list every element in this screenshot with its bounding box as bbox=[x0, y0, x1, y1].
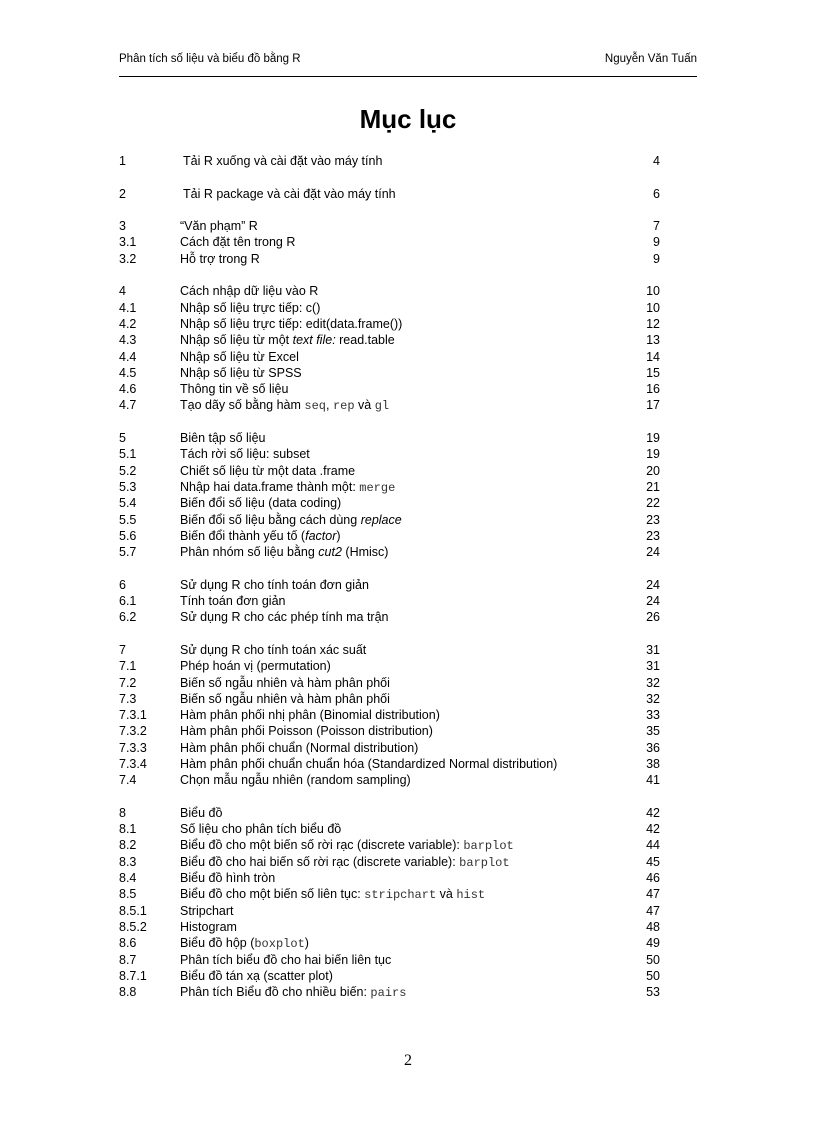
toc-entry-number: 1 bbox=[119, 154, 126, 168]
toc-entry-number: 7.4 bbox=[119, 773, 137, 788]
section-spacer bbox=[119, 414, 660, 430]
title-fragment: Biến đổi số liệu bằng cách dùng bbox=[180, 512, 361, 527]
header-author: Nguyễn Văn Tuấn bbox=[604, 53, 697, 65]
toc-entry-title: Biểu đồ tán xạ (scatter plot) bbox=[180, 968, 333, 983]
toc-entry-page: 15 bbox=[646, 365, 660, 380]
section-spacer bbox=[119, 626, 660, 642]
toc-entry-page: 38 bbox=[646, 756, 660, 771]
title-fragment: ) bbox=[336, 528, 341, 543]
toc-entry-title bbox=[180, 479, 395, 496]
toc-entry-page: 16 bbox=[646, 382, 660, 397]
toc-entry-page: 42 bbox=[646, 822, 660, 837]
toc-entry[interactable] bbox=[119, 479, 660, 495]
toc-entry-number: 4.4 bbox=[119, 349, 137, 364]
toc-entry-title: Stripchart bbox=[180, 903, 234, 918]
header-rule bbox=[119, 76, 697, 77]
toc-entry-title: Tách rời số liệu: subset bbox=[180, 447, 310, 462]
toc-entry[interactable] bbox=[119, 495, 660, 511]
italic-term: cut2 bbox=[318, 545, 342, 560]
toc-entry-page: 4 bbox=[653, 154, 660, 168]
toc-entry-page: 32 bbox=[646, 675, 660, 690]
toc-entry-title bbox=[180, 528, 341, 544]
toc-entry-page: 13 bbox=[646, 333, 660, 348]
title-fragment: (Hmisc) bbox=[341, 545, 389, 560]
toc-entry-page: 20 bbox=[646, 463, 660, 478]
toc-entry[interactable] bbox=[119, 186, 660, 202]
toc-entry-page: 22 bbox=[646, 496, 660, 511]
toc-entry-page: 41 bbox=[646, 773, 660, 788]
section-spacer bbox=[119, 560, 660, 576]
toc-entry-page: 36 bbox=[646, 740, 660, 755]
toc-entry-title: Biểu đồ bbox=[180, 805, 223, 820]
toc-entry-title bbox=[180, 544, 388, 560]
toc-entry[interactable] bbox=[119, 577, 660, 593]
toc-entry[interactable] bbox=[119, 365, 660, 381]
toc-entry[interactable] bbox=[119, 723, 660, 739]
toc-entry-number: 5.3 bbox=[119, 479, 137, 494]
code-term: hist bbox=[456, 888, 486, 903]
toc-entry[interactable] bbox=[119, 642, 660, 658]
toc-entry[interactable] bbox=[119, 870, 660, 886]
toc-entry-title: Biến đổi số liệu (data coding) bbox=[180, 496, 342, 511]
toc-entry-page: 19 bbox=[646, 431, 660, 446]
toc-entry-title bbox=[180, 984, 406, 1001]
title-fragment: ) bbox=[304, 936, 309, 951]
toc-entry-title: Cách đặt tên trong R bbox=[180, 235, 296, 250]
toc-entry-number: 7.1 bbox=[119, 659, 137, 674]
toc-entry[interactable] bbox=[119, 528, 660, 544]
toc-entry-title: Biến số ngẫu nhiên và hàm phân phối bbox=[180, 691, 390, 706]
toc-entry[interactable] bbox=[119, 903, 660, 919]
title-fragment: Biểu đồ cho một biến số rời rạc (discrete variable): bbox=[180, 838, 464, 853]
toc-entry-page: 6 bbox=[653, 186, 660, 201]
code-term: rep bbox=[332, 399, 355, 414]
toc-entry-number: 5.7 bbox=[119, 545, 137, 560]
toc-entry[interactable] bbox=[119, 854, 660, 870]
toc-entry-title bbox=[180, 512, 402, 528]
header-book-title: Phân tích số liệu và biểu đồ bằng R bbox=[119, 53, 301, 65]
toc-entry[interactable] bbox=[119, 544, 660, 560]
toc-entry-number: 4.7 bbox=[119, 398, 137, 413]
code-term: barplot bbox=[459, 855, 510, 870]
toc-entry-number: 8.1 bbox=[119, 822, 137, 837]
toc-entry-title: Nhập số liệu trực tiếp: edit(data.frame()) bbox=[180, 316, 403, 331]
toc-entry-title: Chiết số liệu từ một data .frame bbox=[180, 463, 356, 478]
toc-entry-title: Hỗ trợ trong R bbox=[180, 251, 260, 266]
toc-entry-page: 17 bbox=[646, 398, 660, 413]
toc-entry-number: 8.2 bbox=[119, 838, 137, 853]
toc-entry[interactable] bbox=[119, 512, 660, 528]
toc-entry-number: 6 bbox=[119, 577, 126, 592]
toc-entry-title bbox=[180, 935, 309, 952]
toc-entry-number: 5.6 bbox=[119, 528, 137, 543]
toc-entry-number: 7.3.2 bbox=[119, 724, 147, 739]
title-fragment: Biểu đồ cho một biến số liên tục: bbox=[180, 887, 365, 902]
toc-entry-page: 50 bbox=[646, 968, 660, 983]
toc-entry[interactable] bbox=[119, 837, 660, 853]
toc-entry[interactable] bbox=[119, 886, 660, 902]
toc-entry-title: Phân tích biểu đồ cho hai biến liên tục bbox=[180, 952, 392, 967]
toc-entry-title: Nhập số liệu từ Excel bbox=[180, 349, 299, 364]
toc-entry-title: Tính toán đơn giản bbox=[180, 594, 286, 609]
toc-entry-title: Sử dụng R cho các phép tính ma trận bbox=[180, 610, 389, 625]
title-fragment: Biến đổi thành yếu tố ( bbox=[180, 528, 306, 543]
toc-entry-page: 53 bbox=[646, 985, 660, 1000]
toc-entry[interactable] bbox=[119, 593, 660, 609]
toc-entry[interactable] bbox=[119, 952, 660, 968]
toc-entry-number: 8.7.1 bbox=[119, 968, 147, 983]
toc-entry-number: 7.3.3 bbox=[119, 740, 147, 755]
toc-entry-page: 14 bbox=[646, 349, 660, 364]
section-spacer bbox=[119, 202, 660, 218]
toc-entry-number: 4 bbox=[119, 284, 126, 299]
toc-entry-number: 8.3 bbox=[119, 854, 137, 869]
toc-entry-title: Tải R package và cài đặt vào máy tính bbox=[183, 186, 396, 201]
section-spacer bbox=[119, 789, 660, 805]
toc-entry-title: Sử dụng R cho tính toán đơn giản bbox=[180, 577, 369, 592]
toc-entry-number: 8.8 bbox=[119, 985, 137, 1000]
toc-entry[interactable] bbox=[119, 463, 660, 479]
toc-entry[interactable] bbox=[119, 153, 660, 169]
toc-entry-number: 3 bbox=[119, 219, 126, 234]
section-spacer bbox=[119, 169, 660, 185]
toc-entry-number: 7.3.4 bbox=[119, 756, 147, 771]
toc-entry-number: 8.5 bbox=[119, 887, 137, 902]
toc-entry[interactable] bbox=[119, 316, 660, 332]
toc-entry[interactable] bbox=[119, 609, 660, 625]
toc-entry[interactable] bbox=[119, 397, 660, 413]
code-term: seq bbox=[304, 399, 326, 414]
toc-entry-number: 4.2 bbox=[119, 316, 137, 331]
toc-entry-title: Hàm phân phối chuẩn chuẩn hóa (Standardized Normal distribution) bbox=[180, 756, 558, 771]
toc-entry-page: 48 bbox=[646, 919, 660, 934]
title-fragment: Tạo dãy số bằng hàm bbox=[180, 398, 305, 413]
toc-entry[interactable] bbox=[119, 446, 660, 462]
toc-entry-number: 3.2 bbox=[119, 251, 137, 266]
toc-entry-title: Cách nhập dữ liệu vào R bbox=[180, 284, 319, 299]
toc-entry-number: 3.1 bbox=[119, 235, 137, 250]
code-term: stripchart bbox=[364, 888, 437, 903]
toc-entry-number: 5.5 bbox=[119, 512, 137, 527]
page-number: 2 bbox=[404, 1052, 412, 1069]
code-term: boxplot bbox=[254, 937, 305, 952]
toc-entry-title: Tải R xuống và cài đặt vào máy tính bbox=[183, 154, 383, 168]
title-fragment: Phân nhóm số liệu bằng bbox=[180, 545, 319, 560]
toc-entry-number: 2 bbox=[119, 186, 126, 201]
toc-entry-title bbox=[180, 332, 395, 348]
toc-entry-title: Sử dụng R cho tính toán xác suất bbox=[180, 642, 367, 657]
toc-entry-number: 8.5.1 bbox=[119, 903, 147, 918]
toc-entry[interactable] bbox=[119, 349, 660, 365]
toc-entry-number: 8.6 bbox=[119, 936, 137, 951]
toc-entry-page: 23 bbox=[646, 528, 660, 543]
toc-entry-title: Phép hoán vị (permutation) bbox=[180, 659, 331, 674]
toc-entry[interactable] bbox=[119, 675, 660, 691]
toc-entry[interactable] bbox=[119, 772, 660, 788]
toc-entry[interactable] bbox=[119, 430, 660, 446]
toc-entry[interactable] bbox=[119, 283, 660, 299]
toc-entry-title: Biểu đồ hình tròn bbox=[180, 871, 276, 886]
toc-entry-title: Histogram bbox=[180, 919, 237, 934]
toc-entry[interactable] bbox=[119, 919, 660, 935]
title-fragment: Biểu đồ cho hai biến số rời rạc (discrete variable): bbox=[180, 854, 460, 869]
toc-entry-number: 7.2 bbox=[119, 675, 137, 690]
toc-entry-page: 24 bbox=[646, 577, 660, 592]
toc-entry-page: 7 bbox=[653, 219, 660, 234]
toc-entry[interactable] bbox=[119, 935, 660, 951]
title-fragment: read.table bbox=[335, 333, 395, 348]
table-of-contents bbox=[119, 153, 660, 1000]
running-header bbox=[119, 52, 697, 66]
toc-entry-page: 49 bbox=[646, 936, 660, 951]
title-fragment: , bbox=[326, 398, 333, 413]
toc-entry-page: 47 bbox=[646, 887, 660, 902]
toc-entry-title: Hàm phân phối nhị phân (Binomial distribution) bbox=[180, 708, 440, 723]
toc-entry[interactable] bbox=[119, 658, 660, 674]
toc-entry-title bbox=[180, 397, 389, 414]
toc-entry-number: 5.2 bbox=[119, 463, 137, 478]
toc-entry-number: 4.5 bbox=[119, 365, 137, 380]
toc-entry-title: Biến số ngẫu nhiên và hàm phân phối bbox=[180, 675, 390, 690]
title-fragment: Phân tích Biểu đồ cho nhiều biến: bbox=[180, 985, 371, 1000]
title-fragment: và bbox=[436, 887, 457, 902]
toc-entry-number: 8.4 bbox=[119, 871, 137, 886]
toc-entry[interactable] bbox=[119, 821, 660, 837]
toc-entry-page: 31 bbox=[646, 642, 660, 657]
toc-entry-page: 24 bbox=[646, 545, 660, 560]
code-term: merge bbox=[359, 480, 396, 495]
title-fragment: Nhập số liệu từ một bbox=[180, 333, 293, 348]
toc-entry[interactable] bbox=[119, 234, 660, 250]
toc-entry-number: 6.2 bbox=[119, 610, 137, 625]
toc-entry-page: 12 bbox=[646, 316, 660, 331]
toc-entry[interactable] bbox=[119, 756, 660, 772]
toc-entry-title: Biên tập số liệu bbox=[180, 431, 266, 446]
toc-entry-number: 5 bbox=[119, 431, 126, 446]
toc-entry[interactable] bbox=[119, 381, 660, 397]
toc-entry-title bbox=[180, 854, 510, 871]
toc-entry[interactable] bbox=[119, 300, 660, 316]
toc-entry-number: 4.6 bbox=[119, 382, 137, 397]
toc-entry-number: 7.3 bbox=[119, 691, 137, 706]
title-fragment: và bbox=[354, 398, 375, 413]
toc-entry-page: 9 bbox=[653, 235, 660, 250]
toc-entry-page: 21 bbox=[646, 479, 660, 494]
toc-entry-page: 44 bbox=[646, 838, 660, 853]
toc-entry[interactable] bbox=[119, 251, 660, 267]
toc-entry-page: 10 bbox=[646, 284, 660, 299]
toc-entry-page: 23 bbox=[646, 512, 660, 527]
title-fragment: Biểu đồ hộp ( bbox=[180, 936, 255, 951]
toc-entry-page: 33 bbox=[646, 708, 660, 723]
toc-entry-page: 26 bbox=[646, 610, 660, 625]
toc-entry[interactable] bbox=[119, 740, 660, 756]
toc-entry-number: 7 bbox=[119, 642, 126, 657]
toc-entry-title: “Văn phạm” R bbox=[180, 219, 258, 234]
toc-entry-page: 50 bbox=[646, 952, 660, 967]
toc-entry-title: Hàm phân phối chuẩn (Normal distribution) bbox=[180, 740, 419, 755]
toc-entry[interactable] bbox=[119, 968, 660, 984]
toc-entry-title bbox=[180, 886, 485, 903]
page-title: Mục lục bbox=[359, 104, 457, 134]
toc-entry-page: 46 bbox=[646, 871, 660, 886]
italic-term: replace bbox=[360, 512, 402, 527]
toc-entry-title: Nhập số liệu từ SPSS bbox=[180, 365, 302, 380]
toc-entry-page: 42 bbox=[646, 805, 660, 820]
italic-term: factor bbox=[305, 528, 337, 543]
toc-entry-number: 5.1 bbox=[119, 447, 137, 462]
toc-entry-title: Nhập số liệu trực tiếp: c() bbox=[180, 300, 321, 315]
toc-entry[interactable] bbox=[119, 984, 660, 1000]
toc-entry-title: Số liệu cho phân tích biểu đồ bbox=[180, 822, 342, 837]
toc-entry[interactable] bbox=[119, 218, 660, 234]
toc-entry-number: 8 bbox=[119, 805, 126, 820]
code-term: barplot bbox=[463, 839, 514, 854]
toc-entry-page: 9 bbox=[653, 251, 660, 266]
toc-entry-title bbox=[180, 837, 514, 854]
toc-entry-title: Chọn mẫu ngẫu nhiên (random sampling) bbox=[180, 773, 411, 788]
toc-entry-page: 35 bbox=[646, 724, 660, 739]
toc-entry-number: 5.4 bbox=[119, 496, 137, 511]
toc-entry-number: 7.3.1 bbox=[119, 708, 147, 723]
toc-entry-page: 45 bbox=[646, 854, 660, 869]
toc-entry-title: Thông tin về số liệu bbox=[180, 382, 289, 397]
toc-entry-page: 47 bbox=[646, 903, 660, 918]
toc-entry-page: 32 bbox=[646, 691, 660, 706]
section-spacer bbox=[119, 267, 660, 283]
toc-entry-page: 10 bbox=[646, 300, 660, 315]
toc-entry-number: 4.3 bbox=[119, 333, 137, 348]
toc-entry-number: 8.7 bbox=[119, 952, 137, 967]
toc-entry[interactable] bbox=[119, 691, 660, 707]
toc-entry-number: 6.1 bbox=[119, 594, 137, 609]
code-term: gl bbox=[374, 399, 390, 414]
toc-entry-page: 24 bbox=[646, 594, 660, 609]
toc-entry-title: Hàm phân phối Poisson (Poisson distribution) bbox=[180, 724, 433, 739]
toc-entry-page: 19 bbox=[646, 447, 660, 462]
toc-entry-number: 8.5.2 bbox=[119, 919, 147, 934]
toc-entry[interactable] bbox=[119, 332, 660, 348]
toc-entry-number: 4.1 bbox=[119, 300, 137, 315]
toc-entry-page: 31 bbox=[646, 659, 660, 674]
code-term: pairs bbox=[370, 986, 407, 1001]
title-fragment: Nhập hai data.frame thành một: bbox=[180, 479, 360, 494]
italic-term: text file: bbox=[292, 333, 336, 348]
toc-entry[interactable] bbox=[119, 805, 660, 821]
toc-entry[interactable] bbox=[119, 707, 660, 723]
